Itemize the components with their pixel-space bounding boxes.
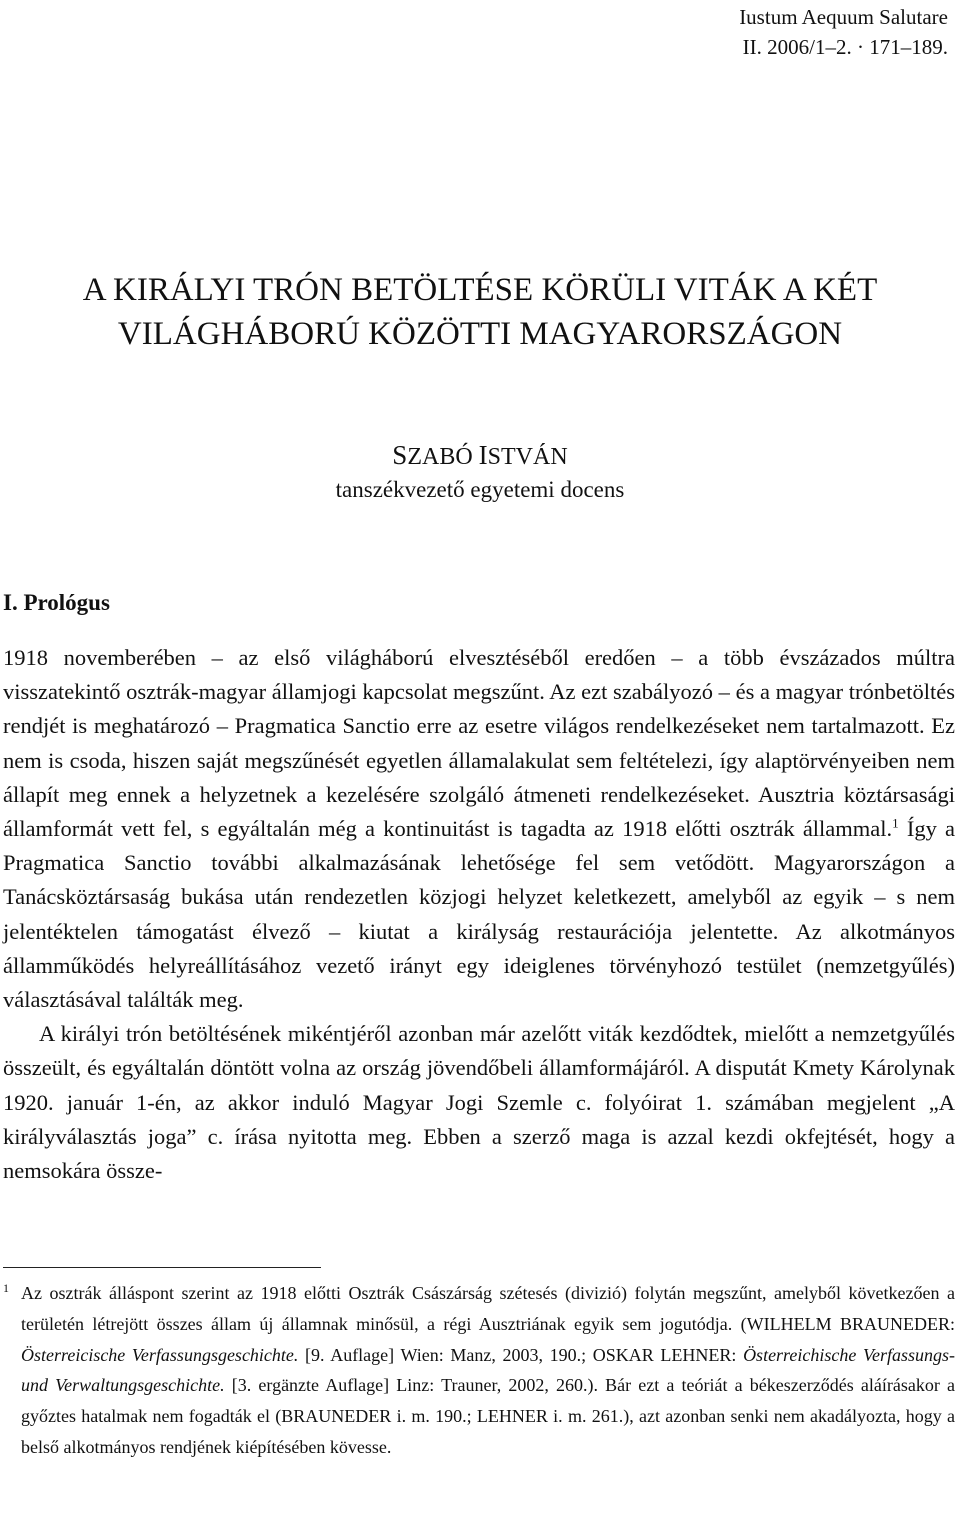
journal-header (739, 2, 948, 62)
footnote-text-segment: Az osztrák álláspont szerint az 1918 előtti Osztrák Császárság szétesés (divizió) folytán megszűnt, amelyből következően a területén létrejött összes állam új államnak minősül, a régi Ausztriának egyik sem jogutódja. ( (21, 1283, 955, 1334)
footnote-text-segment: i. m. 190.; (391, 1406, 477, 1427)
author-initial: L (476, 1406, 488, 1427)
author-rest: EHNER (671, 1344, 732, 1365)
author-rest: ILHELM (763, 1313, 832, 1334)
author-initial: L (660, 1344, 672, 1365)
footnote-author-lehner (593, 1345, 732, 1365)
footnote-text-segment: i. m. 261.), azt azonban senki nem akadályozta, hogy a belső alkotmányos rendjének kiépítésében kövesse. (21, 1406, 956, 1457)
author-first-initial: S (392, 440, 408, 470)
footnote-text-segment: : (949, 1313, 955, 1334)
footnote-ref-lehner (477, 1406, 548, 1426)
footnote-ref-brauneder (281, 1406, 391, 1426)
footnote-1-text: $^1$ Az osztrák álláspont szerint az 1918 előtti Osztrák Császárság szétesés (divizió) folytán megszűnt, amelyből következően a területén létrejött összes állam új államnak minősül, a régi Ausztriának egyik sem jogutódja. (WILHELM BRAUNEDER: Österreicische Verfassungsgeschichte. [9. Auflage] Wien: Manz, 2003, 190.; OSKAR LEHNER: Österreichische Verfassungs- und Verwaltungsgeschichte. [3. ergänzte Auflage] Linz: Trauner, 2002, 260.). Bár ezt a teóriát a békeszerződés aláírásakor a győztes hatalmak nem fogadták el (BRAUNEDER i. m. 190.; LEHNER i. m. 261.), azt azonban senki nem akadályozta, hogy a belső alkotmányos rendjének kiépítésében kövesse. (3, 1281, 956, 1457)
footnote-book-title-1: Österreicische Verfassungsgeschichte. (21, 1344, 299, 1365)
author-last-rest: STVÁN (487, 444, 568, 470)
paragraph-1-part-b: Így a Pragmatica Sanctio további alkalmazásának lehetősége fel sem vetődött. Magyarországon a Tanácsköztársaság bukása után rendezetlen közjogi helyzet keletkezett, amelyből az egyik – s nem jelentéktelen támogatást élvező – kiutat a királyság restaurációja jelentette. Az alkotmányos államműködés helyreállításához vezető irányt egy ideiglenes törvényhozó testület (nemzetgyűlés) választásával találták meg. (3, 816, 955, 1013)
footnote-book-title-2: Österreichische Verfassungs- und Verwaltungsgeschichte. (21, 1344, 956, 1396)
author-initial: O (592, 1344, 606, 1365)
journal-issue: II. 2006/1–2. · 171–189. (742, 35, 948, 59)
paragraph-2: A királyi trón betöltésének mikéntjéről azonban már azelőtt viták kezdődtek, mielőtt a nemzetgyűlés összeült, és egyáltalán döntött volna az ország jövendőbeli államformájáról. A disputát Kmety Károlynak 1920. január 1-én, az akkor induló Magyar Jogi Szemle c. folyóirat 1. számában megjelent „A királyválasztás joga” c. írása nyitotta meg. Ebben a szerző maga is azzal kezdi okfejtését, hogy a nemsokára össze- (3, 1021, 955, 1184)
author-initial: B (281, 1406, 294, 1427)
article-title-line-1: A KIRÁLYI TRÓN BETÖLTÉSE KÖRÜLI VITÁK A KÉT (82, 272, 878, 308)
journal-name: Iustum Aequum Salutare (739, 5, 948, 29)
author-rest: RAUNEDER (293, 1406, 392, 1427)
paragraph-1 (3, 641, 955, 1017)
author-name (0, 440, 960, 472)
footnote-reference-1[interactable]: 1 (892, 815, 899, 831)
author-rest: EHNER (487, 1406, 548, 1427)
footnote-author-brauneder (747, 1314, 950, 1334)
author-first-rest: ZABÓ (407, 444, 473, 470)
author-initial: B (839, 1313, 852, 1334)
footnote-text-segment: [3. ergänzte Auflage] Linz: Trauner, 2002, 260.). Bár ezt a teóriát a békeszerződés aláírásakor a győztes hatalmak nem fogadták el ( (21, 1375, 955, 1427)
article-title (0, 268, 960, 356)
author-initial: W (746, 1313, 764, 1334)
author-rest: RAUNEDER (851, 1313, 950, 1334)
footnote-1 (3, 1278, 955, 1463)
author-affiliation: tanszékvezető egyetemi docens (335, 477, 625, 502)
footnote-text-segment: [9. Auflage] Wien: Manz, 2003, 190.; (298, 1344, 593, 1365)
paragraph-1-part-a: 1918 novemberében – az első világháború elvesztéséből eredően – a több évszázados múltra visszatekintő osztrák-magyar államjogi kapcsolat megszűnt. Az ezt szabályozó – és a magyar trónbetöltés rendjét is meghatározó – Pragmatica Sanctio erre az esetre világos rendelkezéseket nem tartalmazott. Ez nem is csoda, hiszen saját megszűnését egyetlen államalakulat sem feltételezi, így alaptörvényeiben nem állapít meg ennek a helyzetnek a kezelésére szolgáló átmeneti rendelkezéseket. Ausztria köztársasági államformát vett fel, s egyáltalán még a kontinuitást is tagadta az 1918 előtti osztrák állammal. (3, 645, 955, 842)
footnote-divider (3, 1267, 321, 1268)
footnote-text-segment: : (731, 1344, 744, 1365)
body-text (3, 641, 955, 1188)
author-rest: SKAR (605, 1344, 654, 1365)
article-title-line-2: VILÁGHÁBORÚ KÖZÖTTI MAGYARORSZÁGON (117, 316, 843, 352)
author-last-initial: I (478, 440, 488, 470)
section-heading: I. Prológus (3, 590, 110, 615)
